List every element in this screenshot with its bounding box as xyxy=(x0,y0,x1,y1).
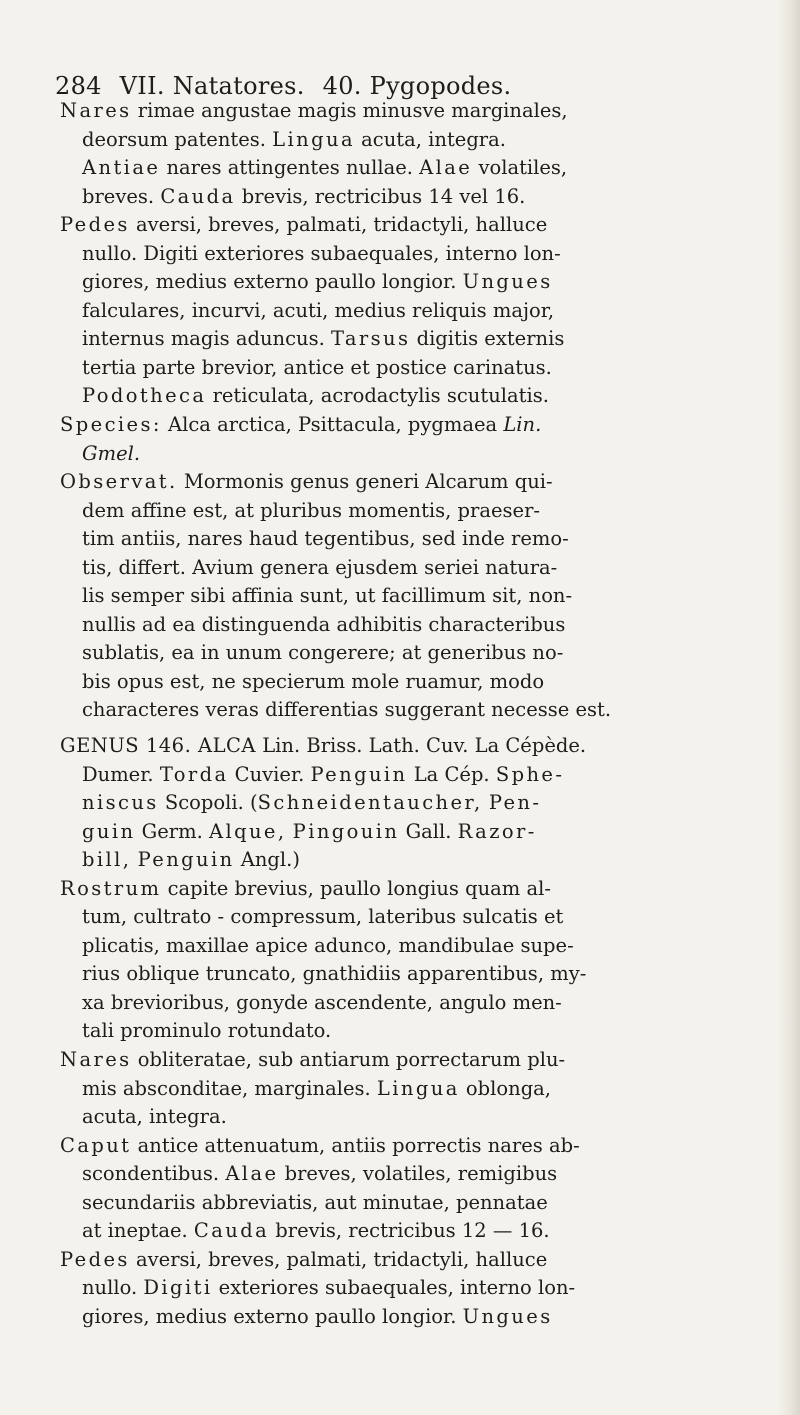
text-run: internus magis aduncus. xyxy=(82,327,331,351)
spaced-term: Cauda xyxy=(160,184,236,208)
text-run: reticulata, acrodactylis scutulatis. xyxy=(206,384,549,408)
spaced-term: Digiti xyxy=(143,1276,213,1300)
text-line xyxy=(60,818,750,847)
text-run: brevis, rectricibus 12 — 16. xyxy=(269,1219,550,1243)
text-run: nares attingentes nullae. xyxy=(160,156,420,180)
order-title: VII. Natatores. xyxy=(119,72,305,100)
text-run: bis opus est, ne specierum mole ruamur, modo xyxy=(82,669,545,693)
text-line xyxy=(60,183,750,212)
text-line xyxy=(60,97,750,126)
text-line xyxy=(60,1160,750,1189)
spaced-term: Lingua xyxy=(272,127,355,151)
spaced-term: guin xyxy=(82,819,136,843)
text-line xyxy=(60,297,750,326)
text-run: nullis ad ea distinguenda adhibitis characteribus xyxy=(82,612,566,636)
text-run: obliteratae, sub antiarum porrectarum plu- xyxy=(131,1048,566,1072)
text-run: antice attenuatum, antiis porrectis nares ab- xyxy=(131,1133,580,1157)
text-run: plicatis, maxillae apice adunco, mandibulae supe- xyxy=(82,933,574,957)
text-line xyxy=(60,1274,750,1303)
text-line xyxy=(60,696,750,725)
text-run: nullo. Digiti exteriores subaequales, interno lon- xyxy=(82,241,561,265)
text-line xyxy=(60,1303,750,1332)
spaced-term: Schneidentaucher, xyxy=(257,791,483,815)
text-line xyxy=(60,554,750,583)
text-line xyxy=(60,875,750,904)
text-line xyxy=(60,525,750,554)
text-line xyxy=(60,211,750,240)
text-line xyxy=(60,440,750,469)
spaced-term: Rostrum xyxy=(60,876,162,900)
text-line xyxy=(60,761,750,790)
spaced-term: Pedes xyxy=(60,213,130,237)
text-run: secundariis abbreviatis, aut minutae, pennatae xyxy=(82,1190,548,1214)
text-run: sublatis, ea in unum congerere; at generibus no- xyxy=(82,641,564,665)
text-line xyxy=(60,411,750,440)
spaced-term: Penguin xyxy=(137,848,235,872)
spaced-term: Lingua xyxy=(376,1076,460,1100)
spaced-term: Podotheca xyxy=(82,384,207,408)
spaced-term: Alque, xyxy=(208,819,287,843)
italic-term: Gmel. xyxy=(82,441,141,465)
text-line xyxy=(60,1189,750,1218)
text-line xyxy=(60,1103,750,1132)
alca-genus-description xyxy=(60,732,750,1331)
text-line xyxy=(60,732,750,761)
text-line xyxy=(60,268,750,297)
text-run: Scopoli. ( xyxy=(158,791,258,815)
text-run: nullo. xyxy=(82,1276,144,1300)
text-line xyxy=(60,1046,750,1075)
text-run: tim antiis, nares haud tegentibus, sed inde remo- xyxy=(82,527,569,551)
page-header xyxy=(55,72,695,100)
spaced-term: Pingouin xyxy=(292,819,400,843)
family-title: 40. Pygopodes. xyxy=(322,72,512,100)
italic-term: Lin. xyxy=(503,413,542,437)
spaced-term: Ungues xyxy=(462,270,553,294)
text-run: acuta, integra. xyxy=(354,127,506,151)
spaced-term: Tarsus xyxy=(330,327,411,351)
text-run: breves. xyxy=(82,184,161,208)
spaced-term: Razor- xyxy=(457,819,537,843)
text-line xyxy=(60,960,750,989)
text-run: falculares, incurvi, acuti, medius reliquis major, xyxy=(82,298,555,322)
text-run: capite brevius, paullo longius quam al- xyxy=(161,876,551,900)
text-line xyxy=(60,1217,750,1246)
text-line xyxy=(60,846,750,875)
spaced-term: bill, xyxy=(82,848,132,872)
spaced-term: Torda xyxy=(159,762,229,786)
text-run: tum, cultrato - compressum, lateribus sulcatis et xyxy=(82,905,564,929)
text-run: aversi, breves, palmati, tridactyli, halluce xyxy=(129,1247,548,1271)
text-run: at ineptae. xyxy=(82,1219,194,1243)
text-run: digitis externis xyxy=(410,327,565,351)
text-line xyxy=(60,1017,750,1046)
text-run: giores, medius externo paullo longior. xyxy=(82,270,463,294)
spaced-term: Caput xyxy=(60,1133,132,1157)
spaced-term: Alae xyxy=(225,1162,279,1186)
text-run: Angl.) xyxy=(234,848,300,872)
text-line xyxy=(60,639,750,668)
spaced-term: Nares xyxy=(60,1048,132,1072)
text-line xyxy=(60,668,750,697)
spaced-term: Pen- xyxy=(488,791,542,815)
text-line xyxy=(60,126,750,155)
text-run: Gall. xyxy=(399,819,458,843)
text-line xyxy=(60,468,750,497)
spaced-term: Pedes xyxy=(60,1247,130,1271)
text-run: Alca arctica, Psittacula, pygmaea xyxy=(161,413,504,437)
spaced-term: Alae xyxy=(419,156,473,180)
spaced-term: Antiae xyxy=(82,156,161,180)
text-line xyxy=(60,582,750,611)
text-line xyxy=(60,903,750,932)
text-run: rius oblique truncato, gnathidiis apparentibus, my- xyxy=(82,962,587,986)
text-run: oblonga, xyxy=(459,1076,551,1100)
page-number: 284 xyxy=(55,72,102,100)
text-run: dem affine est, at pluribus momentis, praeser- xyxy=(82,498,540,522)
spaced-term: Species: xyxy=(60,413,162,437)
text-run: xa brevioribus, gonyde ascendente, angulo men- xyxy=(82,990,562,1014)
text-run: giores, medius externo paullo longior. xyxy=(82,1304,463,1328)
text-run: rimae angustae magis minusve marginales, xyxy=(131,99,568,122)
text-run: tis, differt. Avium genera ejusdem seriei natura- xyxy=(82,555,558,579)
text-run: acuta, integra. xyxy=(82,1105,227,1129)
text-line xyxy=(60,354,750,383)
text-run: Germ. xyxy=(135,819,209,843)
text-run: breves, volatiles, remigibus xyxy=(278,1162,558,1186)
spaced-term: Cauda xyxy=(193,1219,270,1243)
text-line xyxy=(60,154,750,183)
text-run: brevis, rectricibus 14 vel 16. xyxy=(235,184,526,208)
text-run: lis semper sibi affinia sunt, ut facillimum sit, non- xyxy=(82,584,573,608)
text-run: volatiles, xyxy=(472,156,568,180)
spaced-term: Ungues xyxy=(462,1304,553,1328)
text-run: GENUS 146. ALCA xyxy=(60,734,257,757)
spaced-term: Penguin xyxy=(310,762,408,786)
text-line xyxy=(60,1075,750,1104)
text-run: Lin. Briss. Lath. Cuv. La Cépède. xyxy=(256,734,587,757)
text-line xyxy=(60,497,750,526)
text-run: mis absconditae, marginales. xyxy=(82,1076,377,1100)
text-run: Dumer. xyxy=(82,762,160,786)
text-run: Cuvier. xyxy=(228,762,311,786)
text-run: scondentibus. xyxy=(82,1162,226,1186)
text-line xyxy=(60,1246,750,1275)
text-line xyxy=(60,240,750,269)
text-run: La Cép. xyxy=(407,762,496,786)
spaced-term: Sphe- xyxy=(495,762,565,786)
text-line xyxy=(60,325,750,354)
text-run: characteres veras differentias suggerant necesse est. xyxy=(82,698,612,722)
text-line xyxy=(60,789,750,818)
text-run: exteriores subaequales, interno lon- xyxy=(212,1276,576,1300)
spaced-term: niscus xyxy=(82,791,159,815)
text-line xyxy=(60,382,750,411)
text-run: tali prominulo rotundato. xyxy=(82,1019,332,1043)
page-edge-shadow xyxy=(778,0,800,1415)
text-run: Mormonis genus generi Alcarum qui- xyxy=(177,470,553,494)
text-run: aversi, breves, palmati, tridactyli, halluce xyxy=(129,213,548,237)
text-run: deorsum patentes. xyxy=(82,127,273,151)
text-line xyxy=(60,932,750,961)
text-run: tertia parte brevior, antice et postice carinatus. xyxy=(82,355,552,379)
text-line xyxy=(60,1132,750,1161)
text-line xyxy=(60,611,750,640)
spaced-term: Observat. xyxy=(60,470,178,494)
text-line xyxy=(60,989,750,1018)
mormon-genus-description xyxy=(60,97,750,725)
spaced-term: Nares xyxy=(60,99,132,122)
